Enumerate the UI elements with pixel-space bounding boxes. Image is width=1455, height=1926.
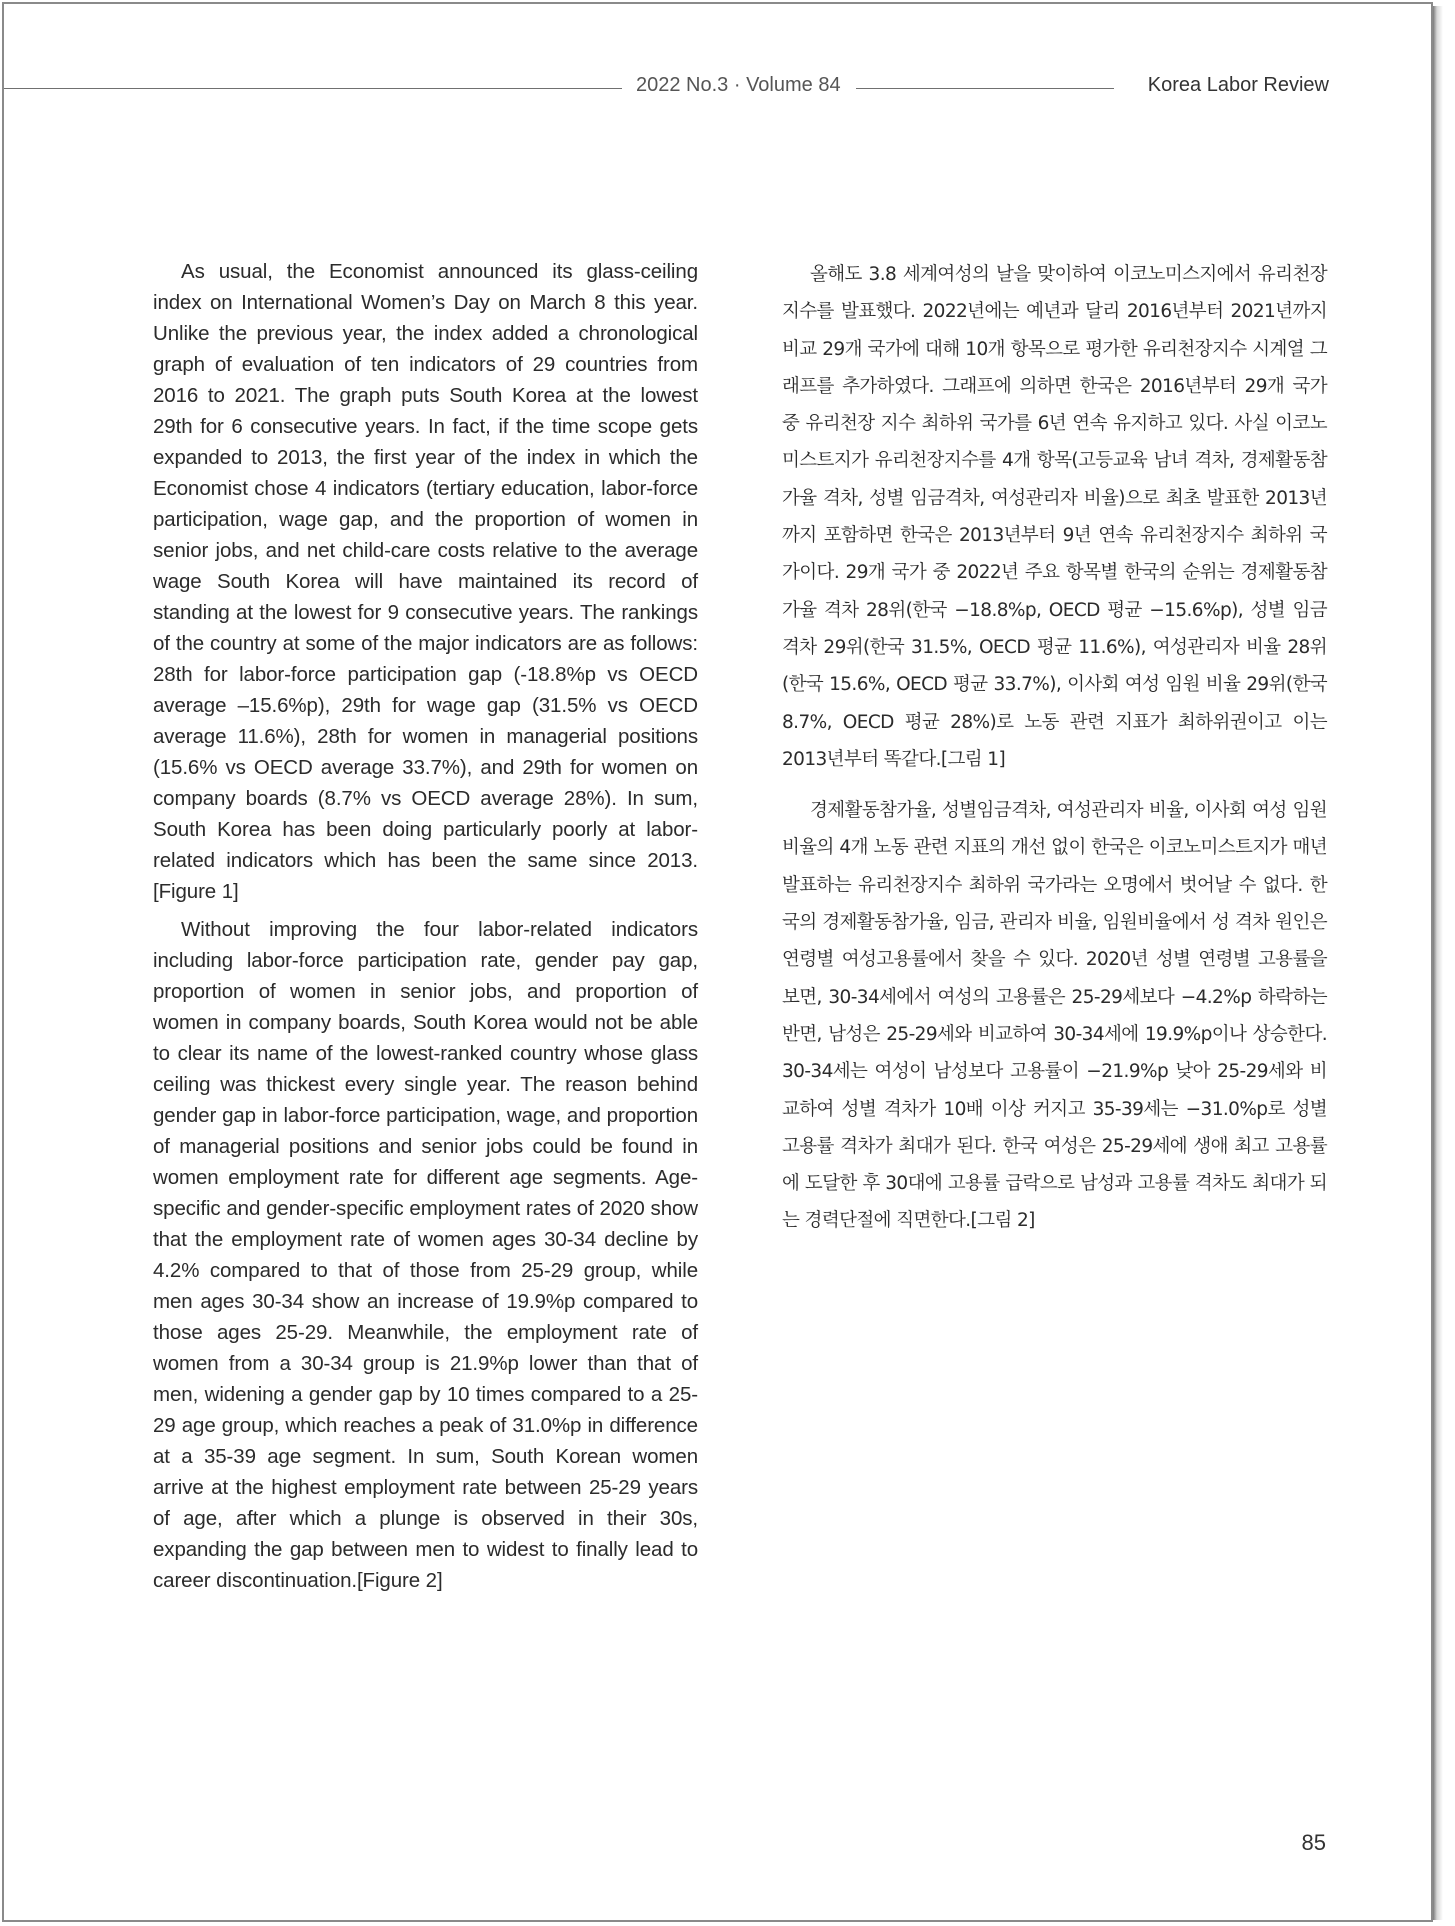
header-rule-middle: [856, 88, 1114, 89]
page-edge-shadow: [1433, 6, 1443, 1920]
english-paragraph-2: Without improving the four labor-related indicators including labor-force participation rate, gender pay gap, proportion of women in senior jobs, and proportion of women in company boards, South Korea would not be able to clear its name of the lowest-ranked country whose glass ceiling was thickest every single year. The reason behind gender gap in labor-force participation, wage, and proportion of managerial positions and senior jobs could be found in women employment rate for different age segments. Age-specific and gender-specific employment rates of 2020 show that the employment rate of women ages 30-34 decline by 4.2% compared to that of those from 25-29 group, while men ages 30-34 show an increase of 19.9%p compared to those ages 25-29. Meanwhile, the employment rate of women from a 30-34 group is 21.9%p lower than that of men, widening a gender gap by 10 times compared to a 25-29 age group, which reaches a peak of 31.0%p in difference at a 35-39 age segment. In sum, South Korean women arrive at the highest employment rate between 25-29 years of age, after which a plunge is observed in their 30s, expanding the gap between men to widest to finally lead to career discontinuation.[Figure 2]: [153, 918, 698, 1592]
journal-title: Korea Labor Review: [1147, 74, 1329, 96]
issue-label: 2022 No.3 · Volume 84: [636, 74, 841, 96]
running-header: [4, 74, 1329, 104]
english-paragraph-1: As usual, the Economist announced its glass-ceiling index on International Women’s Day on March 8 this year. Unlike the previous year, the index added a chronological graph of evaluation of ten indicators of 29 countries from 2016 to 2021. The graph puts South Korea at the lowest 29th for 6 consecutive years. In fact, if the time scope gets expanded to 2013, the first year of the index in which the Economist chose 4 indicators (tertiary education, labor-force participation, wage gap, and the proportion of women in senior jobs, and net child-care costs relative to the average wage South Korea will have maintained its record of standing at the lowest for 9 consecutive years. The rankings of the country at some of the major indicators are as follows: 28th for labor-force participation gap (-18.8%p vs OECD average –15.6%p), 29th for wage gap (31.5% vs OECD average 11.6%), 28th for women in managerial positions (15.6% vs OECD average 33.7%), and 29th for women on company boards (8.7% vs OECD average 28%). In sum, South Korea has been doing particularly poorly at labor-related indicators which has been the same since 2013. [Figure 1]: [153, 260, 698, 903]
page-number: 85: [1301, 1830, 1326, 1855]
english-column: [153, 256, 698, 1596]
korean-column: [782, 256, 1327, 1240]
korean-paragraph-2: 경제활동참가율, 성별임금격차, 여성관리자 비율, 이사회 여성 임원 비율의 4개 노동 관련 지표의 개선 없이 한국은 이코노미스트지가 매년 발표하는 유리천장지수 최하위 국가라는 오명에서 벗어날 수 없다. 한국의 경제활동참가율, 임금, 관리자 비율, 임원비율에서 성 격차 원인은 연령별 여성고용률에서 찾을 수 있다. 2020년 성별 연령별 고용률을 보면, 30-34세에서 여성의 고용률은 25-29세보다 −4.2%p 하락하는 반면, 남성은 25-29세와 비교하여 30-34세에 19.9%p이나 상승한다. 30-34세는 여성이 남성보다 고용률이 −21.9%p 낮아 25-29세와 비교하여 성별 격차가 10배 이상 커지고 35-39세는 −31.0%p로 성별 고용률 격차가 최대가 된다. 한국 여성은 25-29세에 생애 최고 고용률에 도달한 후 30대에 고용률 급락으로 남성과 고용률 격차도 최대가 되는 경력단절에 직면한다.[그림 2]: [782, 800, 1327, 1232]
header-rule-left: [4, 88, 622, 89]
korean-paragraph-1: 올해도 3.8 세계여성의 날을 맞이하여 이코노미스지에서 유리천장 지수를 발표했다. 2022년에는 예년과 달리 2016년부터 2021년까지 비교 29개 국가에 대해 10개 항목으로 평가한 유리천장지수 시계열 그래프를 추가하였다. 그래프에 의하면 한국은 2016년부터 29개 국가 중 유리천장 지수 최하위 국가를 6년 연속 유지하고 있다. 사실 이코노미스트지가 유리천장지수를 4개 항목(고등교육 남녀 격차, 경제활동참가율 격차, 성별 임금격차, 여성관리자 비율)으로 최초 발표한 2013년까지 포함하면 한국은 2013년부터 9년 연속 유리천장지수 최하위 국가이다. 29개 국가 중 2022년 주요 항목별 한국의 순위는 경제활동참가율 격차 28위(한국 −18.8%p, OECD 평균 −15.6%p), 성별 임금 격차 29위(한국 31.5%, OECD 평균 11.6%), 여성관리자 비율 28위(한국 15.6%, OECD 평균 33.7%), 이사회 여성 임원 비율 29위(한국 8.7%, OECD 평균 28%)로 노동 관련 지표가 최하위권이고 이는 2013년부터 똑같다.[그림 1]: [782, 264, 1327, 770]
